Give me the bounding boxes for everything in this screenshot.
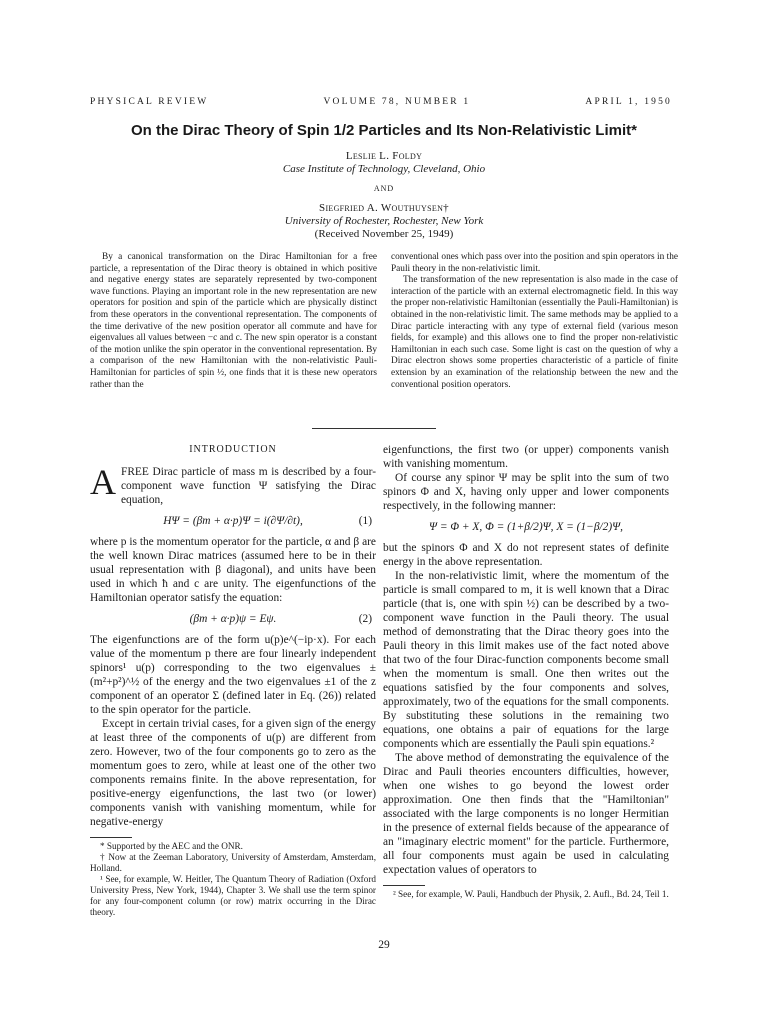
equation <box>90 514 376 528</box>
footnotes <box>90 837 376 918</box>
equation <box>90 612 376 626</box>
volume-number: VOLUME 78, NUMBER 1 <box>323 97 471 107</box>
equation-number: (1) <box>358 515 372 527</box>
footnote: † Now at the Zeeman Laboratory, University of Amsterdam, Amsterdam, Holland. <box>90 852 376 873</box>
abstract-paragraph: The transformation of the new representation is also made in the case of interaction of the particle with an external electromagnetic field. In this way the proper non-relativistic Hamiltonian (essentially the Pauli-Hamiltonian) is obtained in the non-relativistic limit. The same methods may be applied to a Dirac particle interacting with any type of external field (various meson fields, for example) and this allows one to find the proper non-relativistic Hamiltonian in each such case. Some light is cast on the question of why a Dirac electron shows some properties characteristic of a particle of finite extension by an examination of the relationship between the new and the conventional position operators. <box>391 275 678 390</box>
body-paragraph: but the spinors Φ and X do not represent states of definite energy in the above representation. <box>383 542 669 568</box>
body-paragraph: eigenfunctions, the first two (or upper) components vanish with vanishing momentum. <box>383 444 669 470</box>
body-column-left <box>90 443 376 918</box>
drop-cap: A <box>90 462 116 502</box>
abstract-column-left <box>90 252 377 391</box>
author-name: Siegfried A. Wouthuysen† <box>319 202 449 214</box>
issue-date: APRIL 1, 1950 <box>585 97 672 107</box>
received-date: (Received November 25, 1949) <box>314 228 454 240</box>
footnote: ¹ See, for example, W. Heitler, The Quantum Theory of Radiation (Oxford University Press, New York, 1944), Chapter 3. We shall use the term spinor for any four-component column (or row) matrix occurring in the Dirac theory. <box>90 874 376 917</box>
author-affiliation: University of Rochester, Rochester, New York <box>284 215 484 227</box>
paper-title: On the Dirac Theory of Spin 1/2 Particles and Its Non-Relativistic Limit* <box>131 122 637 139</box>
body-paragraph: In the non-relativistic limit, where the momentum of the particle is small compared to m, it is well known that a Dirac particle (that is, one with spin ½) can be described by a two-component wave function in the Pauli theory. The usual method of demonstrating that the Dirac theory goes into the Pauli theory in this limit makes use of the fact noted above that two of the four Dirac-function components become small when the momentum is small. One then writes out the equations satisfied by the four components and solves, approximately, two of the equations for the small components. By substituting these solutions in the remaining two equations, one obtains a pair of equations for the large components which are essentially the Pauli spin equations.² <box>383 570 669 750</box>
abstract <box>90 252 678 391</box>
body-paragraph: where p is the momentum operator for the particle, α and β are the well known Dirac matrices (assumed here to be in their usual representation with β diagonal), and units have been used in which ħ and c are unity. The eigenfunctions of the Hamiltonian operator satisfy the equation: <box>90 536 376 604</box>
author-block <box>0 150 768 241</box>
equation-number: (2) <box>358 613 372 625</box>
abstract-column-right <box>391 252 678 391</box>
body-paragraph: The above method of demonstrating the equivalence of the Dirac and Pauli theories encounters difficulties, however, when one wishes to go beyond the lowest order approximation. One then finds that the "Hamiltonian" associated with the large components is no longer Hermitian in the presence of external fields because of the appearance of an "imaginary electric moment" for the particle. Furthermore, all four components must again be used in calculating expectation values of operators to <box>383 752 669 876</box>
body-column-right <box>383 443 669 900</box>
body-paragraph: The eigenfunctions are of the form u(p)e^(−ip·x). For each value of the momentum p there are four linearly independent spinors¹ u(p) corresponding to the two eigenvalues ±(m²+p²)^½ of the energy and the two eigenvalues ±1 of the z component of an operator Σ (defined later in Eq. (26)) related to the spin operator for the particle. <box>90 634 376 716</box>
equation-body: (βm + α·p)ψ = Eψ. <box>189 613 277 625</box>
footnotes <box>383 885 669 900</box>
body-paragraph: Except in certain trivial cases, for a given sign of the energy at least three of the components of u(p) are different from zero. However, two of the four components go to zero as the momentum goes to zero, while at least one of the other two components remains finite. In the above representation, for positive-energy eigenfunctions, the last two (or lower) components vanish with vanishing momentum, while for negative-energy <box>90 718 376 828</box>
footnote: * Supported by the AEC and the ONR. <box>100 841 243 851</box>
section-heading: INTRODUCTION <box>189 444 277 455</box>
page-number: 29 <box>378 939 390 951</box>
equation-body: HΨ = (βm + α·p)Ψ = i(∂Ψ/∂t), <box>163 515 303 527</box>
body-paragraph: AFREE Dirac particle of mass m is described by a four-component wave function Ψ satisfying the Dirac equation, <box>90 462 376 506</box>
body-paragraph: Of course any spinor Ψ may be split into the sum of two spinors Φ and X, having only upper and lower components respectively, in the following manner: <box>383 472 669 512</box>
equation-body: Ψ = Φ + X, Φ = (1+β/2)Ψ, X = (1−β/2)Ψ, <box>428 521 624 533</box>
author-affiliation: Case Institute of Technology, Cleveland, Ohio <box>282 163 486 175</box>
author-separator: AND <box>373 184 395 193</box>
section-divider <box>312 428 436 429</box>
abstract-paragraph: conventional ones which pass over into the position and spin operators in the Pauli theory in the non-relativistic limit. <box>391 252 678 274</box>
equation <box>383 520 669 534</box>
running-head <box>90 97 672 107</box>
author-name: Leslie L. Foldy <box>345 150 423 162</box>
journal-name: PHYSICAL REVIEW <box>90 97 209 107</box>
footnote: ² See, for example, W. Pauli, Handbuch der Physik, 2. Aufl., Bd. 24, Teil 1. <box>393 889 669 899</box>
abstract-paragraph: By a canonical transformation on the Dirac Hamiltonian for a free particle, a representation of the Dirac theory is obtained in which positive and negative energy states are separately represented by two-component wave functions. Playing an important role in the new representation are new operators for position and spin of the particle which are physically distinct from these operators in the conventional representation. The components of the time derivative of the new position operator all commute and have for eigenvalues all values between −c and c. The new spin operator is a constant of the motion unlike the spin operator in the conventional representation. By a comparison of the new Hamiltonian with the non-relativistic Pauli-Hamiltonian for particles of spin ½, one finds that it is these new operators rather than the <box>90 252 377 390</box>
